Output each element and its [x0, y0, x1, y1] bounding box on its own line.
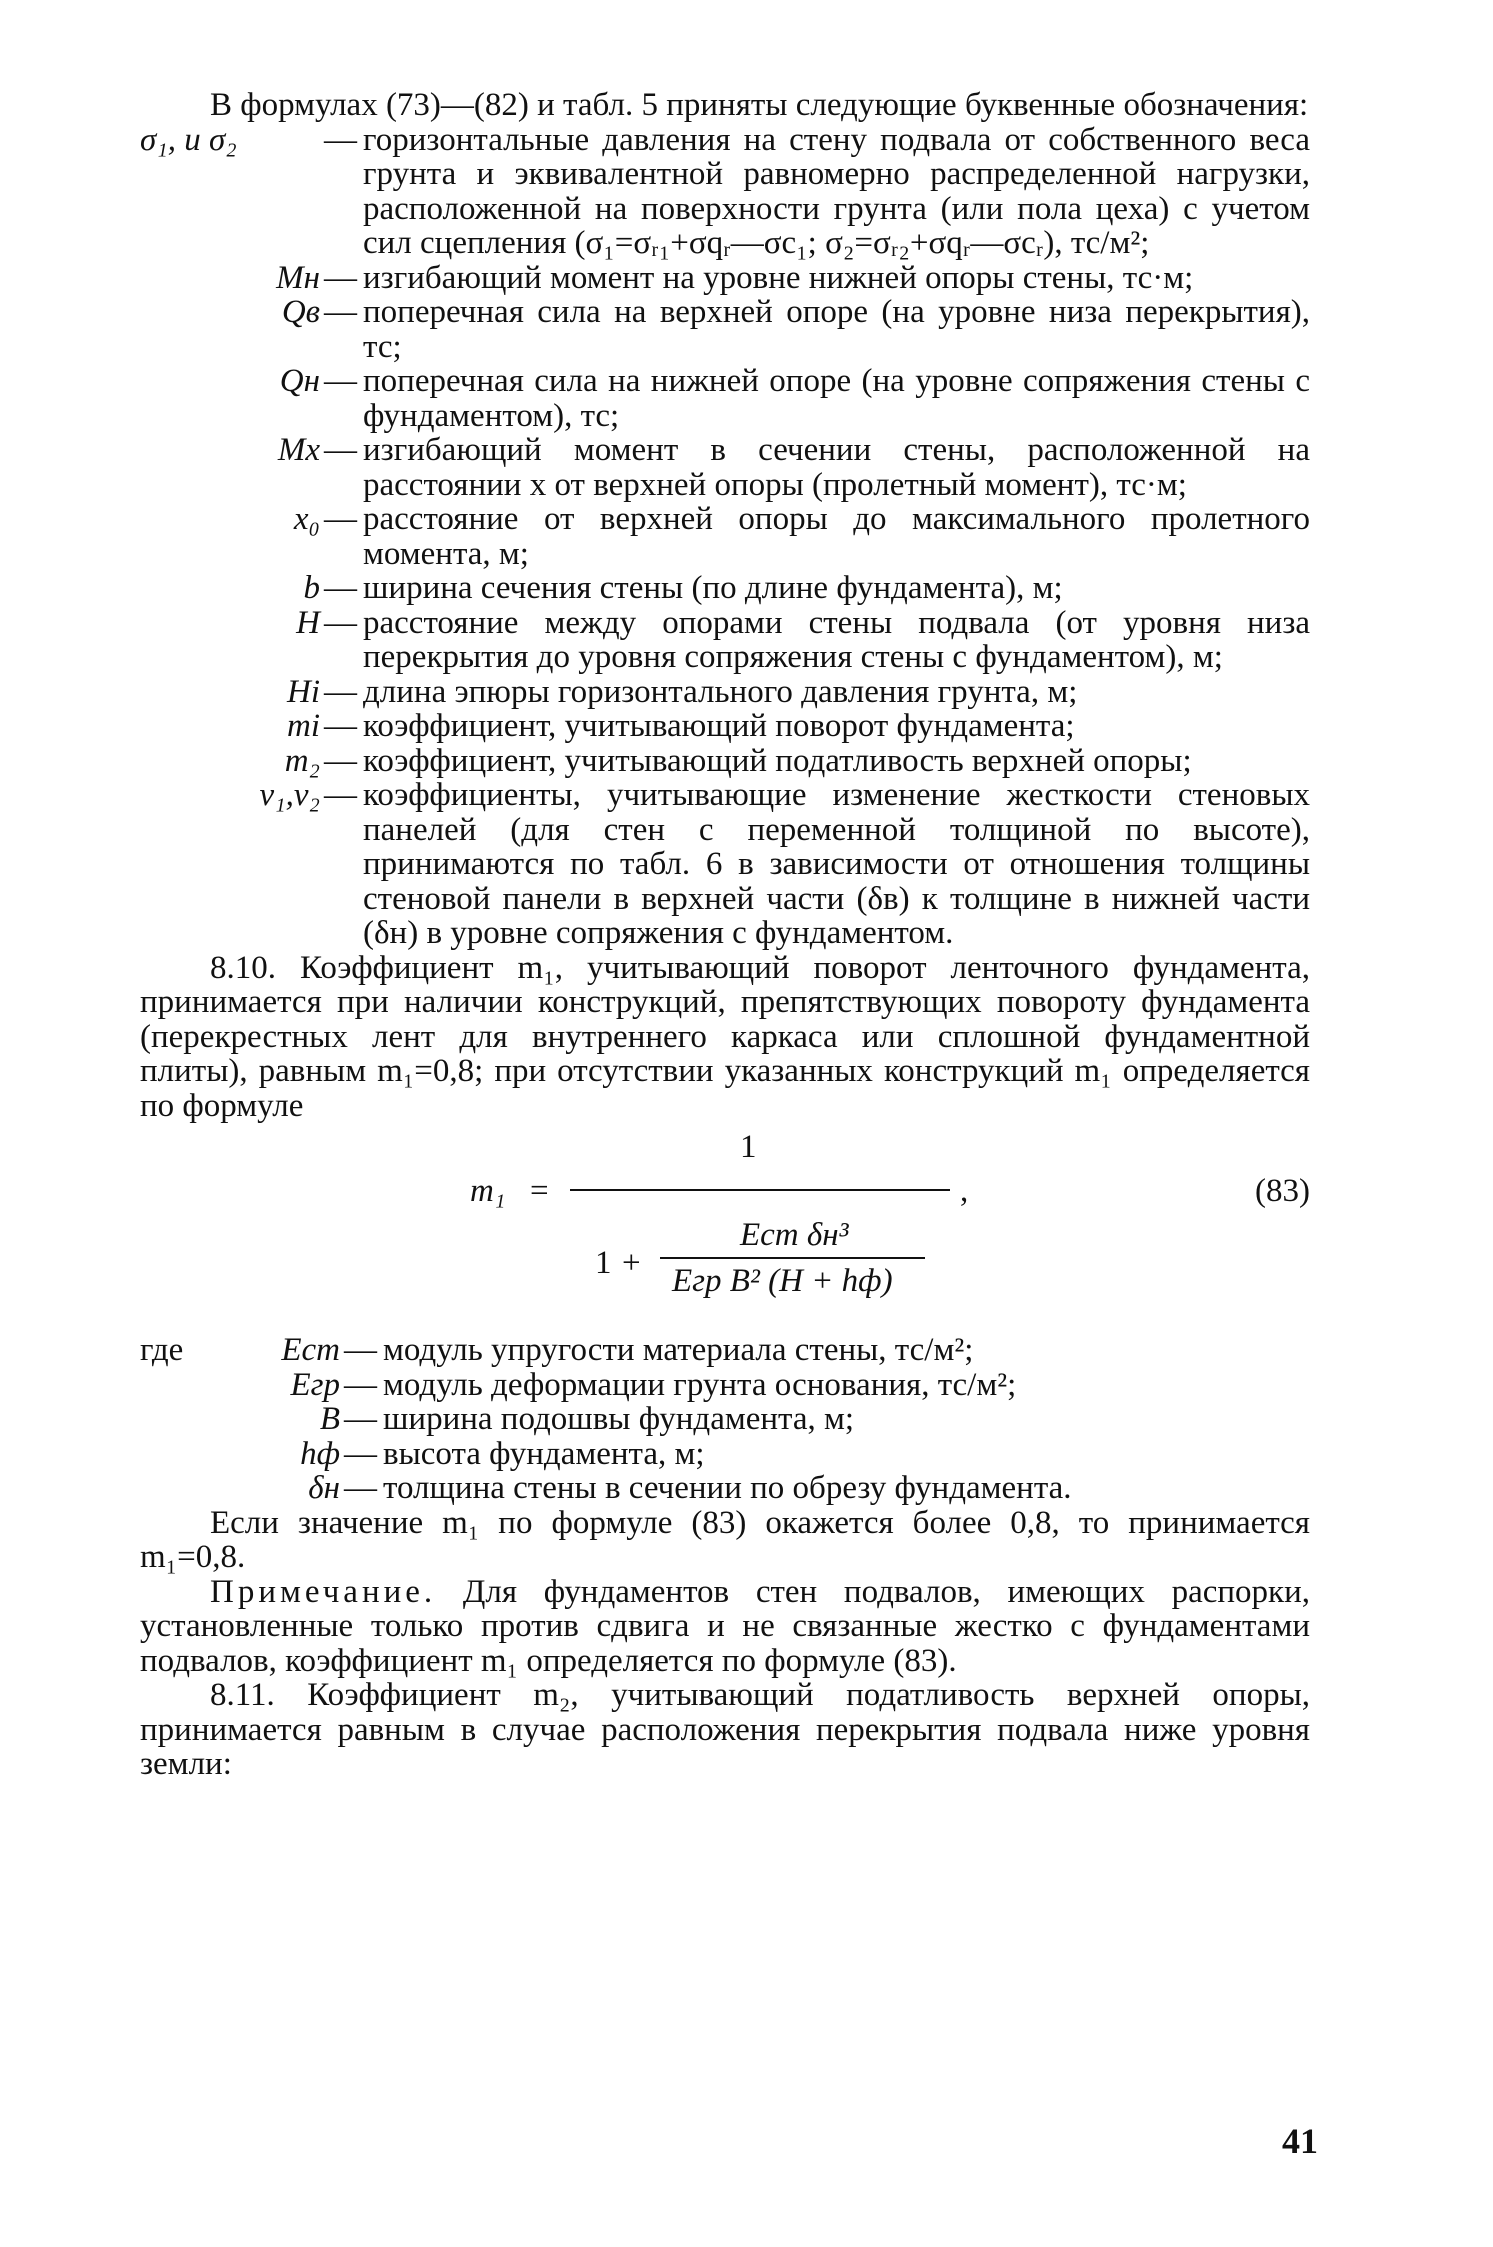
formula-fraction-bar [570, 1189, 950, 1191]
definition-symbol: Qн [279, 363, 320, 399]
definition-dash: — [324, 570, 357, 606]
definition-text: коэффициент, учитывающий поворот фундамента; [363, 708, 1075, 744]
definition-symbol: Mн [276, 259, 320, 296]
where-dash: — [344, 1435, 377, 1472]
where-dash: — [344, 1401, 377, 1437]
definition-text: поперечная сила на верхней опоре (на уровне низа перекрытия), тс; [363, 294, 1310, 365]
where-text: модуль деформации грунта основания, тс/м²; [383, 1366, 1017, 1403]
where-item [140, 1333, 1310, 1368]
formula-one: 1 [595, 1245, 612, 1281]
note-heading: Примечание. [210, 1573, 437, 1610]
paragraph-if: Если значение m₁ по формуле (83) окажется более 0,8, то принимается m₁=0,8. [140, 1504, 1310, 1575]
document-page [140, 88, 1310, 1782]
definition-text: коэффициент, учитывающий податливость верхней опоры; [363, 742, 1192, 779]
note-paragraph [140, 1575, 1310, 1679]
definition-dash: — [324, 777, 357, 813]
definition-symbol: Qв [281, 294, 320, 330]
definitions-list [140, 123, 1310, 951]
page-number: 41 [1282, 2121, 1318, 2161]
definition-text: поперечная сила на нижней опоре (на уровне сопряжения стены с фундаментом), тс; [363, 363, 1310, 434]
definition-text: изгибающий момент в сечении стены, расположенной на расстоянии x от верхней опоры (пролетный момент), тс·м; [363, 432, 1310, 503]
definition-symbol: v₁,v₂ [259, 777, 320, 813]
definition-item [140, 744, 1310, 779]
definition-text: расстояние от верхней опоры до максимального пролетного момента, м; [363, 501, 1310, 572]
where-text: ширина подошвы фундамента, м; [383, 1401, 855, 1437]
where-item [140, 1368, 1310, 1403]
definition-item [140, 433, 1310, 502]
intro-paragraph: В формулах (73)—(82) и табл. 5 приняты следующие буквенные обозначения: [210, 87, 1309, 123]
where-text: высота фундамента, м; [383, 1435, 705, 1472]
formula-lhs: m₁ [470, 1173, 506, 1209]
formula-numerator: 1 [740, 1129, 757, 1165]
definition-item [140, 571, 1310, 606]
definition-symbol: Hi [287, 673, 320, 710]
where-symbol: B [319, 1401, 340, 1437]
definition-item [140, 295, 1310, 364]
definition-dash: — [324, 363, 357, 399]
formula-inner-denominator: Eгр B² (H + hф) [672, 1263, 893, 1299]
definition-text: горизонтальные давления на стену подвала от собственного веса грунта и эквивалентной равномерно распределенной нагрузки, расположенной на поверхности грунта (или пола цеха) с учетом сил сцепления (σ₁=σᵣ₁+σqᵣ—σc₁; σ₂=σᵣ₂+σqᵣ—σcᵣ), тс/м²; [363, 121, 1310, 261]
where-label: где [140, 1332, 184, 1368]
where-item [140, 1437, 1310, 1472]
where-dash: — [344, 1332, 377, 1368]
formula-number: (83) [1255, 1173, 1310, 1209]
definition-dash: — [324, 121, 357, 158]
definition-text: расстояние между опорами стены подвала (от уровня низа перекрытия до уровня сопряжения стены с фундаментом), м; [363, 604, 1310, 675]
definition-symbol: H [296, 604, 320, 641]
definition-text: ширина сечения стены (по длине фундамента), м; [363, 570, 1063, 606]
formula-inner-numerator: Eст δн³ [740, 1217, 849, 1253]
where-symbol: hф [300, 1435, 340, 1472]
definition-symbol: m₂ [284, 742, 320, 779]
formula-equals: = [530, 1173, 549, 1209]
definition-dash: — [324, 294, 357, 330]
definition-dash: — [324, 432, 357, 468]
formula-comma: , [960, 1173, 969, 1209]
definition-dash: — [324, 673, 357, 710]
definition-item [140, 606, 1310, 675]
definition-item [140, 123, 1310, 261]
where-symbol: Eгр [290, 1366, 340, 1403]
definition-symbol: Mx [277, 432, 320, 468]
definition-dash: — [324, 742, 357, 779]
formula-plus: + [622, 1245, 641, 1281]
definition-dash: — [324, 259, 357, 296]
definition-text: коэффициенты, учитывающие изменение жесткости стеновых панелей (для стен с переменной толщиной по высоте), принимаются по табл. 6 в зависимости от отношения толщины стеновой панели в верхней части (δв) к толщине в нижней части (δн) в уровне сопряжения с фундаментом. [363, 777, 1310, 951]
definition-dash: — [324, 708, 357, 744]
where-text: модуль упругости материала стены, тс/м²; [383, 1332, 974, 1368]
where-item [140, 1402, 1310, 1437]
definition-dash: — [324, 501, 357, 537]
definition-text: изгибающий момент на уровне нижней опоры стены, тс·м; [363, 259, 1194, 296]
paragraph-8-11: 8.11. Коэффициент m₂, учитывающий податливость верхней опоры, принимается равным в случае расположения перекрытия подвала ниже уровня земли: [140, 1677, 1310, 1782]
definition-item [140, 502, 1310, 571]
definition-item [140, 364, 1310, 433]
where-symbol: Eст [281, 1332, 340, 1368]
definition-symbol: σ₁, и σ₂ [140, 121, 237, 158]
definition-text: длина эпюры горизонтального давления грунта, м; [363, 673, 1078, 710]
definition-symbol: mi [287, 708, 320, 744]
where-text: толщина стены в сечении по обрезу фундамента. [383, 1470, 1072, 1506]
formula-83 [140, 1129, 1310, 1329]
definition-symbol: b [303, 570, 320, 606]
paragraph-8-10: 8.10. Коэффициент m₁, учитывающий поворот ленточного фундамента, принимается при наличии конструкций, препятствующих повороту фундамента (перекрестных лент для внутреннего каркаса или сплошной фундаментной плиты), равным m₁=0,8; при отсутствии указанных конструкций m₁ определяется по формуле [140, 949, 1310, 1124]
definition-dash: — [324, 604, 357, 641]
where-dash: — [344, 1366, 377, 1403]
note-text: Для фундаментов стен подвалов, имеющих распорки, установленные только против сдвига и не связанные жестко с фундаментами подвалов, коэффициент m₁ определяется по формуле (83). [140, 1573, 1310, 1679]
definition-item [140, 778, 1310, 951]
definition-item [140, 709, 1310, 744]
formula-inner-fraction-bar [660, 1257, 925, 1259]
where-list [140, 1333, 1310, 1506]
definition-item [140, 261, 1310, 296]
where-symbol: δн [308, 1470, 340, 1506]
where-dash: — [344, 1470, 377, 1506]
where-item [140, 1471, 1310, 1506]
definition-item [140, 675, 1310, 710]
definition-symbol: x₀ [293, 501, 320, 537]
